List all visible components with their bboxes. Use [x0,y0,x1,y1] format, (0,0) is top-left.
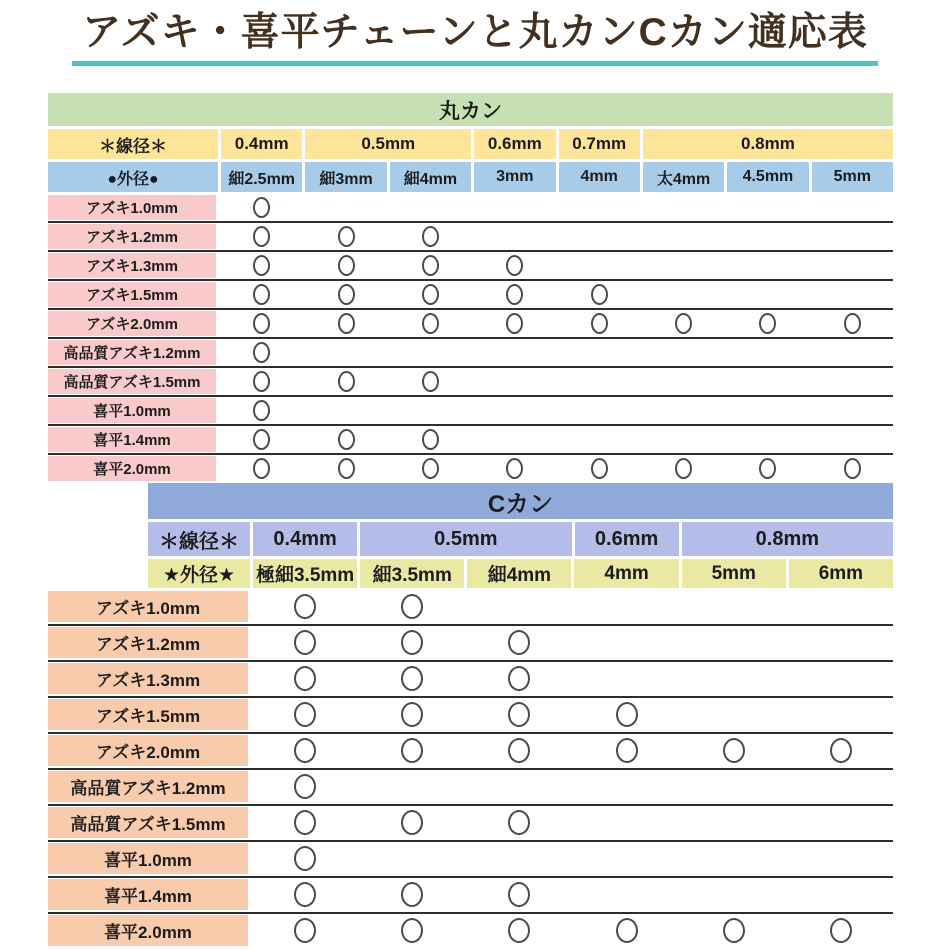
mark-cell [467,735,571,766]
mark-cell [221,282,302,307]
mark-cell [467,843,571,874]
outer-size-cell: 極細3.5mm [253,559,357,588]
mark-cell [221,253,302,278]
mark-cell [305,282,386,307]
mark-cell [474,456,555,481]
mark-cell [682,735,786,766]
mark-cell [574,663,678,694]
mark-cell [789,807,893,838]
mark-cell [305,195,386,220]
mark-cell [789,663,893,694]
mark-cell [574,699,678,730]
compatible-mark-icon [508,666,530,691]
mark-cell [221,369,302,394]
mark-cell [643,253,724,278]
compatible-mark-icon [294,846,316,871]
mark-cell [360,627,464,658]
outer-size-cell: 5mm [682,559,786,588]
chain-label: アズキ1.2mm [48,627,248,658]
chain-label: アズキ1.0mm [48,195,216,220]
mark-cell [221,398,302,423]
chain-label: アズキ1.0mm [48,591,248,622]
compatible-mark-icon [616,702,638,727]
mark-cell [221,224,302,249]
marukan-table [48,93,893,481]
compatible-mark-icon [294,882,316,907]
chain-label: 高品質アズキ1.5mm [48,807,248,838]
mark-cell [643,456,724,481]
chain-row [48,195,893,220]
chain-row [48,915,893,946]
marukan-table-body [48,195,893,481]
mark-cell [682,591,786,622]
mark-cell [467,915,571,946]
outer-size-cell: 4mm [574,559,678,588]
chain-row [48,398,893,423]
compatible-mark-icon [338,371,355,392]
mark-cell [643,369,724,394]
mark-cell [360,843,464,874]
mark-cell [643,311,724,336]
mark-cell [789,591,893,622]
compatible-mark-icon [591,313,608,334]
mark-cell [727,224,808,249]
title-bar [0,10,950,66]
mark-cell [390,427,471,452]
compatible-mark-icon [401,810,423,835]
compatible-mark-icon [338,313,355,334]
mark-cell [253,807,357,838]
wire-size-cell: 0.6mm [474,129,555,159]
mark-cell [467,663,571,694]
mark-cell [390,253,471,278]
compatible-mark-icon [253,400,270,421]
compatible-mark-icon [723,738,745,763]
mark-cell [682,663,786,694]
mark-cell [682,915,786,946]
chain-row [48,879,893,910]
mark-cell [390,340,471,365]
compatible-mark-icon [422,429,439,450]
compatible-mark-icon [506,255,523,276]
mark-cell [305,253,386,278]
chain-label: 高品質アズキ1.2mm [48,771,248,802]
mark-cell [789,843,893,874]
outer-size-cell: 太4mm [643,162,724,192]
compatible-mark-icon [401,882,423,907]
mark-cell [727,456,808,481]
mark-cell [390,398,471,423]
compatible-mark-icon [591,458,608,479]
mark-cell [390,224,471,249]
mark-cell [574,843,678,874]
chain-label: 喜平1.4mm [48,427,216,452]
mark-cell [559,224,640,249]
outer-size-cell: 細3.5mm [360,559,464,588]
mark-cell [253,879,357,910]
mark-cell [727,253,808,278]
chain-row [48,456,893,481]
outer-size-cell: 6mm [789,559,893,588]
mark-cell [221,427,302,452]
compatible-mark-icon [506,313,523,334]
mark-cell [474,224,555,249]
compatible-mark-icon [294,918,316,943]
chain-label: アズキ2.0mm [48,311,216,336]
mark-cell [727,340,808,365]
compatible-mark-icon [338,226,355,247]
compatible-mark-icon [338,284,355,305]
mark-cell [812,253,893,278]
ckan-outer-diameter-row [148,559,893,588]
mark-cell [221,311,302,336]
chain-row [48,282,893,307]
wire-size-cell: 0.4mm [221,129,302,159]
mark-cell [360,915,464,946]
outer-size-cell: 4mm [559,162,640,192]
mark-cell [221,195,302,220]
mark-cell [727,398,808,423]
compatible-mark-icon [294,810,316,835]
chain-label: 喜平2.0mm [48,915,248,946]
outer-size-cell: 細4mm [390,162,471,192]
chain-label: アズキ1.5mm [48,282,216,307]
mark-cell [360,735,464,766]
mark-cell [812,398,893,423]
mark-cell [789,915,893,946]
compatible-mark-icon [401,630,423,655]
compatible-mark-icon [253,255,270,276]
mark-cell [390,195,471,220]
chain-row [48,807,893,838]
compatible-mark-icon [422,458,439,479]
mark-cell [360,771,464,802]
compatible-mark-icon [723,918,745,943]
mark-cell [253,699,357,730]
compatible-mark-icon [759,313,776,334]
mark-cell [305,398,386,423]
mark-cell [682,699,786,730]
mark-cell [390,311,471,336]
wire-size-cell: 0.8mm [682,522,893,556]
mark-cell [812,224,893,249]
compatible-mark-icon [253,313,270,334]
compatible-mark-icon [294,630,316,655]
outer-size-cell: 細2.5mm [221,162,302,192]
mark-cell [474,369,555,394]
compatible-mark-icon [508,630,530,655]
mark-cell [682,627,786,658]
compatible-mark-icon [759,458,776,479]
mark-cell [812,369,893,394]
mark-cell [305,311,386,336]
chain-label: 喜平1.0mm [48,843,248,874]
mark-cell [643,224,724,249]
mark-cell [559,282,640,307]
compatible-mark-icon [506,284,523,305]
mark-cell [467,771,571,802]
wire-size-cell: 0.5mm [305,129,471,159]
wire-size-cell: 0.7mm [559,129,640,159]
wire-size-cell: 0.5mm [360,522,571,556]
mark-cell [559,311,640,336]
compatible-mark-icon [294,738,316,763]
compatible-mark-icon [294,702,316,727]
chain-row [48,627,893,658]
compatible-mark-icon [844,313,861,334]
mark-cell [643,282,724,307]
mark-cell [574,735,678,766]
compatible-mark-icon [294,594,316,619]
compatible-mark-icon [294,666,316,691]
mark-cell [789,627,893,658]
mark-cell [253,591,357,622]
mark-cell [574,807,678,838]
chain-row [48,591,893,622]
chain-label: アズキ1.3mm [48,253,216,278]
chain-label: アズキ1.5mm [48,699,248,730]
compatible-mark-icon [401,738,423,763]
mark-cell [467,879,571,910]
mark-cell [574,915,678,946]
mark-cell [467,591,571,622]
mark-cell [727,195,808,220]
chain-label: 喜平2.0mm [48,456,216,481]
mark-cell [474,398,555,423]
compatible-mark-icon [253,429,270,450]
mark-cell [643,398,724,423]
mark-cell [789,699,893,730]
chain-row [48,311,893,336]
compatible-mark-icon [401,702,423,727]
compatible-mark-icon [253,458,270,479]
mark-cell [305,369,386,394]
outer-diameter-header: ●外径● [48,162,218,192]
mark-cell [221,340,302,365]
compatible-mark-icon [401,594,423,619]
compatible-mark-icon [338,255,355,276]
mark-cell [559,369,640,394]
mark-cell [574,771,678,802]
chain-row [48,699,893,730]
mark-cell [474,340,555,365]
ckan-wire-diameter-row [148,522,893,556]
mark-cell [305,456,386,481]
mark-cell [360,807,464,838]
compatible-mark-icon [422,226,439,247]
mark-cell [643,195,724,220]
compatible-mark-icon [422,284,439,305]
mark-cell [682,879,786,910]
mark-cell [789,771,893,802]
compatible-mark-icon [508,918,530,943]
marukan-table-title: 丸カン [48,93,893,126]
mark-cell [390,369,471,394]
mark-cell [360,879,464,910]
chain-label: 高品質アズキ1.2mm [48,340,216,365]
mark-cell [812,456,893,481]
compatible-mark-icon [844,458,861,479]
mark-cell [789,735,893,766]
mark-cell [643,427,724,452]
mark-cell [253,915,357,946]
compatible-mark-icon [253,226,270,247]
wire-diameter-header: ＊線径＊ [148,522,250,556]
mark-cell [474,282,555,307]
compatible-mark-icon [422,313,439,334]
mark-cell [682,843,786,874]
mark-cell [253,663,357,694]
mark-cell [643,340,724,365]
mark-cell [253,771,357,802]
compatible-mark-icon [253,197,270,218]
chain-row [48,253,893,278]
mark-cell [812,340,893,365]
mark-cell [812,195,893,220]
outer-size-cell: 細4mm [467,559,571,588]
mark-cell [727,427,808,452]
mark-cell [474,253,555,278]
compatible-mark-icon [616,738,638,763]
mark-cell [253,627,357,658]
page-title: アズキ・喜平チェーンと丸カンCカン適応表 [72,10,878,66]
chain-label: 喜平1.4mm [48,879,248,910]
mark-cell [390,456,471,481]
outer-diameter-header: ★外径★ [148,559,250,588]
ckan-table [48,483,893,946]
mark-cell [559,456,640,481]
mark-cell [467,699,571,730]
chain-row [48,369,893,394]
mark-cell [812,427,893,452]
compatible-mark-icon [508,810,530,835]
mark-cell [574,627,678,658]
mark-cell [574,879,678,910]
chain-label: アズキ1.2mm [48,224,216,249]
chain-row [48,427,893,452]
mark-cell [474,427,555,452]
chain-label: 高品質アズキ1.5mm [48,369,216,394]
compatible-mark-icon [338,429,355,450]
chain-label: アズキ1.3mm [48,663,248,694]
mark-cell [467,627,571,658]
compatible-mark-icon [506,458,523,479]
compatible-mark-icon [422,371,439,392]
compatible-mark-icon [830,918,852,943]
mark-cell [812,282,893,307]
compatible-mark-icon [253,371,270,392]
compatible-mark-icon [401,918,423,943]
mark-cell [305,427,386,452]
compatible-mark-icon [675,313,692,334]
mark-cell [360,591,464,622]
compatible-mark-icon [253,342,270,363]
chain-row [48,843,893,874]
mark-cell [682,807,786,838]
mark-cell [474,311,555,336]
mark-cell [305,224,386,249]
mark-cell [727,311,808,336]
compatible-mark-icon [401,666,423,691]
mark-cell [559,427,640,452]
mark-cell [221,456,302,481]
mark-cell [574,591,678,622]
ckan-table-title: Cカン [148,483,893,519]
mark-cell [360,663,464,694]
compatible-mark-icon [830,738,852,763]
ckan-table-header [148,483,893,588]
mark-cell [253,735,357,766]
chain-row [48,663,893,694]
compatible-mark-icon [508,702,530,727]
mark-cell [474,195,555,220]
mark-cell [305,340,386,365]
marukan-outer-diameter-row [48,162,893,192]
compatible-mark-icon [508,738,530,763]
outer-size-cell: 細3mm [305,162,386,192]
outer-size-cell: 5mm [812,162,893,192]
compatible-mark-icon [294,774,316,799]
ckan-table-body [48,591,893,946]
outer-size-cell: 3mm [474,162,555,192]
compatible-mark-icon [338,458,355,479]
compatible-mark-icon [675,458,692,479]
mark-cell [559,398,640,423]
wire-size-cell: 0.8mm [643,129,893,159]
chain-row [48,340,893,365]
chain-row [48,735,893,766]
mark-cell [467,807,571,838]
chain-row [48,771,893,802]
chain-label: 喜平1.0mm [48,398,216,423]
outer-size-cell: 4.5mm [727,162,808,192]
mark-cell [789,879,893,910]
wire-size-cell: 0.6mm [575,522,679,556]
wire-size-cell: 0.4mm [253,522,357,556]
compatible-mark-icon [508,882,530,907]
marukan-wire-diameter-row [48,129,893,159]
mark-cell [559,340,640,365]
compatible-mark-icon [253,284,270,305]
chain-label: アズキ2.0mm [48,735,248,766]
mark-cell [727,282,808,307]
compatible-mark-icon [616,918,638,943]
compatible-mark-icon [422,255,439,276]
chain-row [48,224,893,249]
mark-cell [559,195,640,220]
mark-cell [727,369,808,394]
mark-cell [682,771,786,802]
mark-cell [360,699,464,730]
mark-cell [559,253,640,278]
wire-diameter-header: ＊線径＊ [48,129,218,159]
mark-cell [253,843,357,874]
mark-cell [390,282,471,307]
compatible-mark-icon [591,284,608,305]
mark-cell [812,311,893,336]
